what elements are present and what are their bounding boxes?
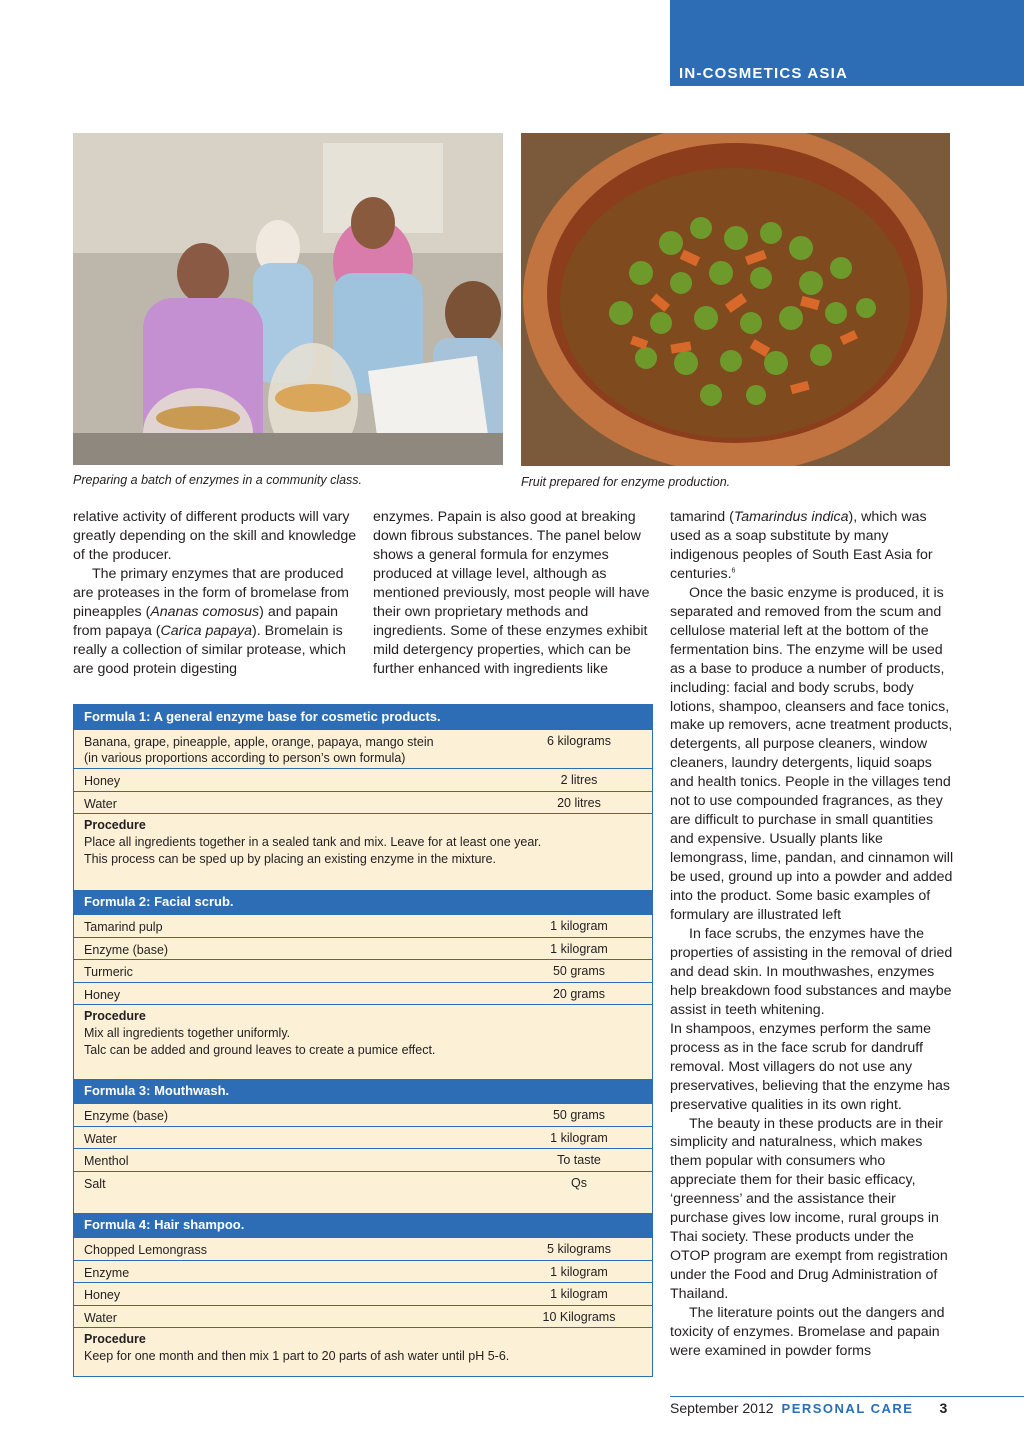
formula-4 (74, 1213, 652, 1372)
col3-paragraph-5: The beauty in these products are in their simplicity and naturalness, which makes them popular with consumers who appreciate them for their basic efficacy, ‘greenness’ and the assistance their purchase gives low income, rural groups in Thai society. These products under the OTOP program are exempt from registration under the Food and Drug Administration of Thailand. (670, 1115, 948, 1303)
article-column-3 (670, 508, 955, 1361)
col3-paragraph-1: tamarind (Tamarindus indica), which was used as a soap substitute by many indigenous peoples of South East Asia for centuries.$^6$ (670, 509, 933, 582)
page-footer (670, 1400, 947, 1416)
amount: 20 litres (557, 795, 601, 810)
left-photo-caption: Preparing a batch of enzymes in a community class. (73, 473, 363, 487)
formula-4-procedure (74, 1327, 652, 1372)
section-title: IN-COSMETICS ASIA (679, 65, 849, 82)
amount: 6 kilograms (547, 734, 611, 748)
formula-1-row (74, 768, 652, 791)
formula-2-procedure (74, 1004, 652, 1075)
magazine-name: PERSONAL CARE (781, 1401, 914, 1416)
formula-3 (74, 1079, 652, 1199)
ingredient: Water (84, 1310, 117, 1325)
col2-paragraph-1: enzymes. Papain is also good at breaking down fibrous substances. The panel below shows a general formula for enzymes produced at village level, although as mentioned previously, most people will have their own proprietary methods and ingredients. Some of these enzymes exhibit mild detergency properties, which can be further enhanced with ingredients like (373, 509, 650, 677)
col3-paragraph-6: The literature points out the dangers and toxicity of enzymes. Bromelase and papain were examined in powder forms (670, 1305, 945, 1359)
formula-3-title: Formula 3: Mouthwash. (74, 1079, 652, 1103)
ingredient: Turmeric (84, 965, 133, 979)
formula-3-row (74, 1126, 652, 1149)
reference-6: 6 (731, 567, 736, 575)
amount: 1 kilogram (550, 1130, 608, 1145)
formula-3-row (74, 1171, 652, 1199)
procedure-line: Mix all ingredients together uniformly. (84, 1026, 291, 1040)
ingredient: Menthol (84, 1154, 129, 1168)
amount: 5 kilograms (547, 1242, 611, 1256)
article-column-2 (373, 508, 661, 679)
formula-3-row (74, 1103, 652, 1126)
procedure-title: Procedure (84, 1009, 146, 1023)
footer-rule (670, 1396, 1024, 1397)
formula-2 (74, 890, 652, 1075)
amount: 20 grams (552, 986, 606, 1001)
formula-3-row (74, 1148, 652, 1171)
ingredient-note: (in various proportions according to person’s own formula) (84, 751, 406, 765)
procedure-line: This process can be sped up by placing an existing enzyme in the mixture. (84, 852, 497, 866)
procedure-line: Talc can be added and ground leaves to create a pumice effect. (84, 1043, 436, 1057)
community-class-photo (73, 133, 503, 465)
issue-date: September 2012 (670, 1400, 774, 1416)
amount: To taste (557, 1153, 601, 1167)
col3-paragraph-4: In shampoos, enzymes perform the same process as in the face scrub for dandruff removal. Most villagers do not use any preservatives, believing that the enzyme has preservative qualities in its own right. (670, 1020, 950, 1113)
amount: 1 kilogram (550, 941, 608, 956)
right-photo-caption: Fruit prepared for enzyme production. (521, 475, 731, 489)
page-number: 3 (939, 1400, 948, 1416)
formula-2-title: Formula 2: Facial scrub. (74, 890, 652, 914)
formula-4-title: Formula 4: Hair shampoo. (74, 1213, 652, 1237)
section-header-bar (670, 0, 1024, 86)
formula-2-row (74, 959, 652, 982)
ingredient: Salt (84, 1176, 106, 1191)
fruit-pot-illustration (521, 133, 950, 466)
formula-1-title: Formula 1: A general enzyme base for cosmetic products. (74, 705, 652, 729)
amount: 50 grams (552, 1108, 606, 1122)
col3-paragraph-2: Once the basic enzyme is produced, it is separated and removed from the scum and cellulose material left at the bottom of the fermentation bins. The enzyme will be used as a base to produce a number of products, including: facial and body scrubs, body lotions, shampoo, cleansers and face tonics, make up removers, acne treatment products, detergents, all purpose cleaners, window cleaners, laundry detergents, liquid soaps and health tonics. People in the villages tend not to use compounded fragrances, as they are difficult to purchase in small quantities and expensive. Usually plants like lemongrass, lime, pandan, and cinnamon will be used, ground up into a powder and added into the product. Some basic examples of formulary are illustrated left (670, 584, 954, 924)
ingredient: Honey (84, 987, 121, 1002)
amount: 10 Kilograms (542, 1309, 616, 1324)
formula-1-row (74, 729, 652, 768)
community-class-illustration (73, 133, 503, 465)
formula-1 (74, 705, 652, 886)
col1-paragraph-2: The primary enzymes that are produced are proteases in the form of bromelase from pineapples (Ananas comosus) and papain from papaya (Carica papaya). Bromelain is really a collection of similar protease, which are good protein digesting (73, 565, 349, 677)
article-column-1 (73, 508, 358, 679)
col1-paragraph-1: relative activity of different products will vary greatly depending on the skill and knowledge of the producer. (73, 509, 357, 563)
procedure-line: Place all ingredients together in a sealed tank and mix. Leave for at least one year. (84, 835, 542, 849)
procedure-title: Procedure (84, 1332, 146, 1346)
formula-4-row (74, 1282, 652, 1305)
ingredient: Tamarind pulp (84, 920, 163, 934)
ingredient: Banana, grape, pineapple, apple, orange, papaya, mango stein (84, 735, 434, 749)
formula-1-procedure (74, 813, 652, 886)
formula-2-row (74, 982, 652, 1005)
procedure-title: Procedure (84, 818, 146, 832)
fruit-pot-photo (521, 133, 950, 466)
formula-2-row (74, 937, 652, 960)
ingredient: Enzyme (base) (84, 1109, 169, 1123)
amount: 2 litres (560, 773, 598, 787)
formula-4-row (74, 1237, 652, 1260)
formula-2-row (74, 914, 652, 937)
ingredient: Honey (84, 1288, 121, 1302)
amount: 50 grams (552, 964, 606, 978)
formula-4-row (74, 1305, 652, 1328)
ingredient: Enzyme (base) (84, 942, 169, 957)
amount: 1 kilogram (550, 1264, 608, 1279)
ingredient: Honey (84, 774, 121, 788)
procedure-line: Keep for one month and then mix 1 part to 20 parts of ash water until pH 5-6. (84, 1349, 510, 1363)
col3-paragraph-3: In face scrubs, the enzymes have the properties of assisting in the removal of dried and dead skin. In mouthwashes, enzymes help breakdown food substances and maybe assist in teeth whitening. (670, 925, 953, 1018)
amount: 1 kilogram (550, 1287, 608, 1301)
ingredient: Water (84, 1131, 117, 1146)
ingredient: Water (84, 796, 117, 811)
formula-1-row (74, 791, 652, 814)
formula-4-row (74, 1260, 652, 1283)
formula-panel (73, 704, 653, 1377)
ingredient: Chopped Lemongrass (84, 1243, 207, 1257)
ingredient: Enzyme (84, 1265, 130, 1280)
amount: 1 kilogram (550, 919, 608, 933)
amount: Qs (571, 1175, 587, 1190)
